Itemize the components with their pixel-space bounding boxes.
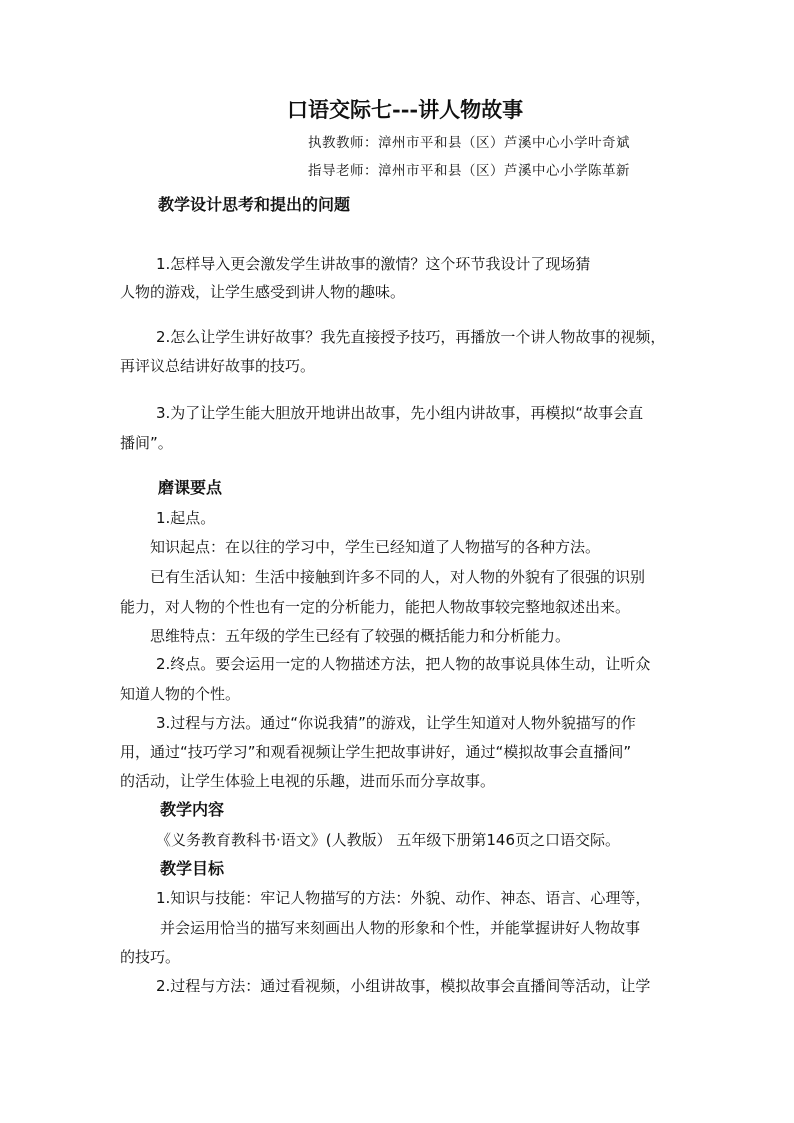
paragraph-line: 2.过程与方法：通过看视频，小组讲故事，模拟故事会直播间等活动，让学 xyxy=(156,977,651,995)
paragraph-line: 2.终点。要会运用一定的人物描述方法，把人物的故事说具体生动，让听众 xyxy=(156,655,651,673)
paragraph-line: 的活动，让学生体验上电视的乐趣，进而乐而分享故事。 xyxy=(120,772,496,790)
paragraph-line: 3.为了让学生能大胆放开地讲出故事，先小组内讲故事，再模拟“故事会直 xyxy=(156,404,644,422)
paragraph-line: 3.过程与方法。通过“你说我猜”的游戏，让学生知道对人物外貌描写的作 xyxy=(156,714,636,732)
paragraph-line: 能力，对人物的个性也有一定的分析能力，能把人物故事较完整地叙述出来。 xyxy=(120,598,631,616)
section-heading-design: 教学设计思考和提出的问题 xyxy=(158,195,351,214)
paragraph-line: 《义务教育教科书·语文》(人教版） 五年级下册第146页之口语交际。 xyxy=(156,831,621,849)
advisor-byline: 指导老师：漳州市平和县（区）芦溪中心小学陈革新 xyxy=(308,163,630,179)
paragraph-line: 的技巧。 xyxy=(120,948,181,966)
section-heading-points: 磨课要点 xyxy=(158,478,223,497)
paragraph-line: 已有生活认知：生活中接触到许多不同的人，对人物的外貌有了很强的识别 xyxy=(150,568,646,586)
paragraph-line: 并会运用恰当的描写来刻画出人物的形象和个性，并能掌握讲好人物故事 xyxy=(160,919,641,937)
paragraph-line: 1.怎样导入更会激发学生讲故事的激情？这个环节我设计了现场猜 xyxy=(156,255,591,273)
paragraph-line: 知道人物的个性。 xyxy=(120,685,241,703)
paragraph-line: 2.怎么让学生讲好故事？我先直接授予技巧，再播放一个讲人物故事的视频， xyxy=(156,328,666,346)
paragraph-line: 思维特点：五年级的学生已经有了较强的概括能力和分析能力。 xyxy=(150,627,571,645)
section-heading-goals: 教学目标 xyxy=(160,859,225,878)
page-title: 口语交际七---讲人物故事 xyxy=(287,97,524,122)
section-heading-content: 教学内容 xyxy=(160,800,225,819)
paragraph-line: 1.起点。 xyxy=(156,509,216,527)
paragraph-line: 1.知识与技能：牢记人物描写的方法：外貌、动作、神态、语言、心理等， xyxy=(156,889,651,907)
teacher-byline: 执教教师：漳州市平和县（区）芦溪中心小学叶奇斌 xyxy=(308,135,630,151)
paragraph-line: 知识起点：在以往的学习中，学生已经知道了人物描写的各种方法。 xyxy=(150,538,601,556)
paragraph-line: 用，通过“技巧学习”和观看视频让学生把故事讲好，通过“模拟故事会直播间” xyxy=(120,743,632,761)
paragraph-line: 播间”。 xyxy=(120,434,173,452)
paragraph-line: 再评议总结讲好故事的技巧。 xyxy=(120,357,316,375)
paragraph-line: 人物的游戏，让学生感受到讲人物的趣味。 xyxy=(120,283,406,301)
